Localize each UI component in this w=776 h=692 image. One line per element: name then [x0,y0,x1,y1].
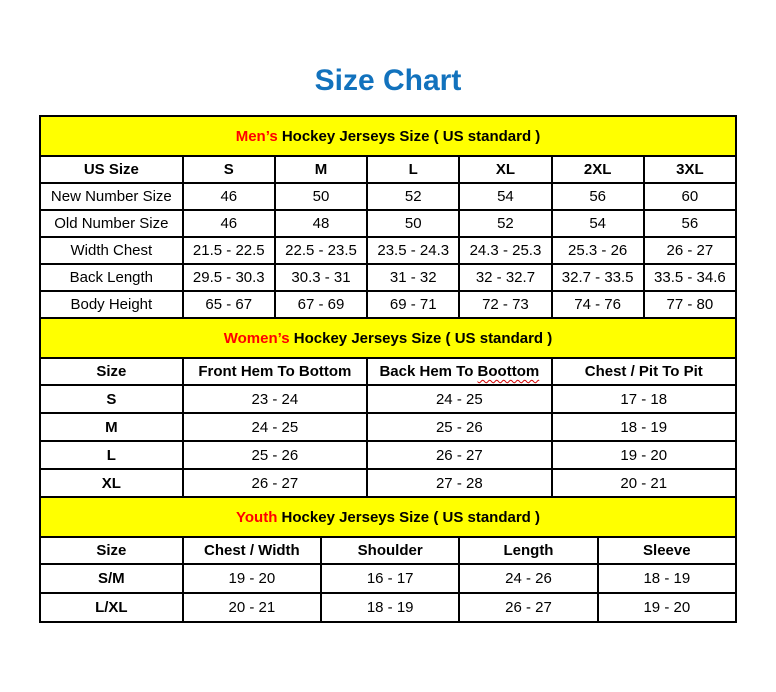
table-row [40,183,736,210]
table-cell: 25 - 26 [183,441,367,469]
table-cell: 20 - 21 [552,469,736,497]
table-cell: 24 - 25 [183,413,367,441]
row-label: Old Number Size [40,210,183,237]
youth-col-header: Chest / Width [183,537,321,564]
table-cell: 46 [183,183,275,210]
table-cell: 50 [367,210,459,237]
table-row [40,210,736,237]
table-row [40,593,736,622]
table-cell: 26 - 27 [644,237,736,264]
table-row [40,469,736,497]
table-cell: 54 [552,210,644,237]
table-cell: 72 - 73 [459,291,551,318]
table-cell: 26 - 27 [183,469,367,497]
youth-size-table [39,496,737,623]
womens-size-table [39,317,737,498]
womens-col-header: Size [40,358,183,385]
mens-col-header: 3XL [644,156,736,183]
table-cell: 23 - 24 [183,385,367,413]
youth-col-header: Length [459,537,597,564]
womens-col-header: Front Hem To Bottom [183,358,367,385]
table-cell: 18 - 19 [552,413,736,441]
row-label: L/XL [40,593,183,622]
row-label: New Number Size [40,183,183,210]
table-cell: 24 - 26 [459,564,597,593]
row-label: L [40,441,183,469]
table-row [40,291,736,318]
table-cell: 33.5 - 34.6 [644,264,736,291]
youth-col-header: Shoulder [321,537,459,564]
table-cell: 46 [183,210,275,237]
table-cell: 21.5 - 22.5 [183,237,275,264]
table-cell: 56 [644,210,736,237]
table-cell: 22.5 - 23.5 [275,237,367,264]
table-cell: 26 - 27 [459,593,597,622]
table-cell: 54 [459,183,551,210]
table-cell: 24.3 - 25.3 [459,237,551,264]
table-cell: 67 - 69 [275,291,367,318]
womens-col-header: Chest / Pit To Pit [552,358,736,385]
table-row [40,385,736,413]
size-chart [39,115,737,623]
mens-section-header [40,116,736,156]
table-cell: 25 - 26 [367,413,551,441]
table-cell: 31 - 32 [367,264,459,291]
table-cell: 19 - 20 [552,441,736,469]
table-cell: 23.5 - 24.3 [367,237,459,264]
row-label: S [40,385,183,413]
table-row [40,413,736,441]
mens-section-highlight: Men’s [235,127,278,145]
table-cell: 32.7 - 33.5 [552,264,644,291]
table-cell: 25.3 - 26 [552,237,644,264]
row-label: M [40,413,183,441]
table-cell: 30.3 - 31 [275,264,367,291]
mens-col-header: L [367,156,459,183]
womens-section-highlight: Women’s [223,329,290,347]
table-cell: 56 [552,183,644,210]
table-cell: 74 - 76 [552,291,644,318]
table-cell: 27 - 28 [367,469,551,497]
mens-col-header: US Size [40,156,183,183]
row-label: S/M [40,564,183,593]
table-cell: 69 - 71 [367,291,459,318]
table-cell: 18 - 19 [321,593,459,622]
youth-col-header: Sleeve [598,537,736,564]
mens-size-table [39,115,737,319]
womens-col-header-prefix: Back Hem To [379,363,474,380]
table-cell: 65 - 67 [183,291,275,318]
row-label: Width Chest [40,237,183,264]
spellcheck-squiggle-word: Boottom [477,363,540,380]
table-cell: 52 [367,183,459,210]
womens-col-header-misspelled [367,358,551,385]
youth-col-header: Size [40,537,183,564]
table-cell: 19 - 20 [183,564,321,593]
table-cell: 24 - 25 [367,385,551,413]
table-cell: 20 - 21 [183,593,321,622]
womens-section-title: Hockey Jerseys Size ( US standard ) [293,329,553,347]
table-row [40,564,736,593]
table-cell: 18 - 19 [598,564,736,593]
mens-col-header: XL [459,156,551,183]
youth-section-title: Hockey Jerseys Size ( US standard ) [281,508,540,526]
table-cell: 50 [275,183,367,210]
womens-section-header [40,318,736,358]
table-cell: 60 [644,183,736,210]
mens-col-header: 2XL [552,156,644,183]
table-cell: 26 - 27 [367,441,551,469]
row-label: Body Height [40,291,183,318]
row-label: Back Length [40,264,183,291]
mens-section-title: Hockey Jerseys Size ( US standard ) [281,127,541,145]
table-row [40,264,736,291]
page-title: Size Chart [314,64,462,97]
table-row [40,441,736,469]
mens-col-header: S [183,156,275,183]
table-cell: 29.5 - 30.3 [183,264,275,291]
mens-col-header: M [275,156,367,183]
row-label: XL [40,469,183,497]
youth-section-highlight: Youth [236,508,278,526]
table-cell: 48 [275,210,367,237]
table-cell: 17 - 18 [552,385,736,413]
table-cell: 19 - 20 [598,593,736,622]
youth-section-header [40,497,736,537]
table-cell: 32 - 32.7 [459,264,551,291]
table-cell: 16 - 17 [321,564,459,593]
table-row [40,237,736,264]
table-cell: 77 - 80 [644,291,736,318]
table-cell: 52 [459,210,551,237]
